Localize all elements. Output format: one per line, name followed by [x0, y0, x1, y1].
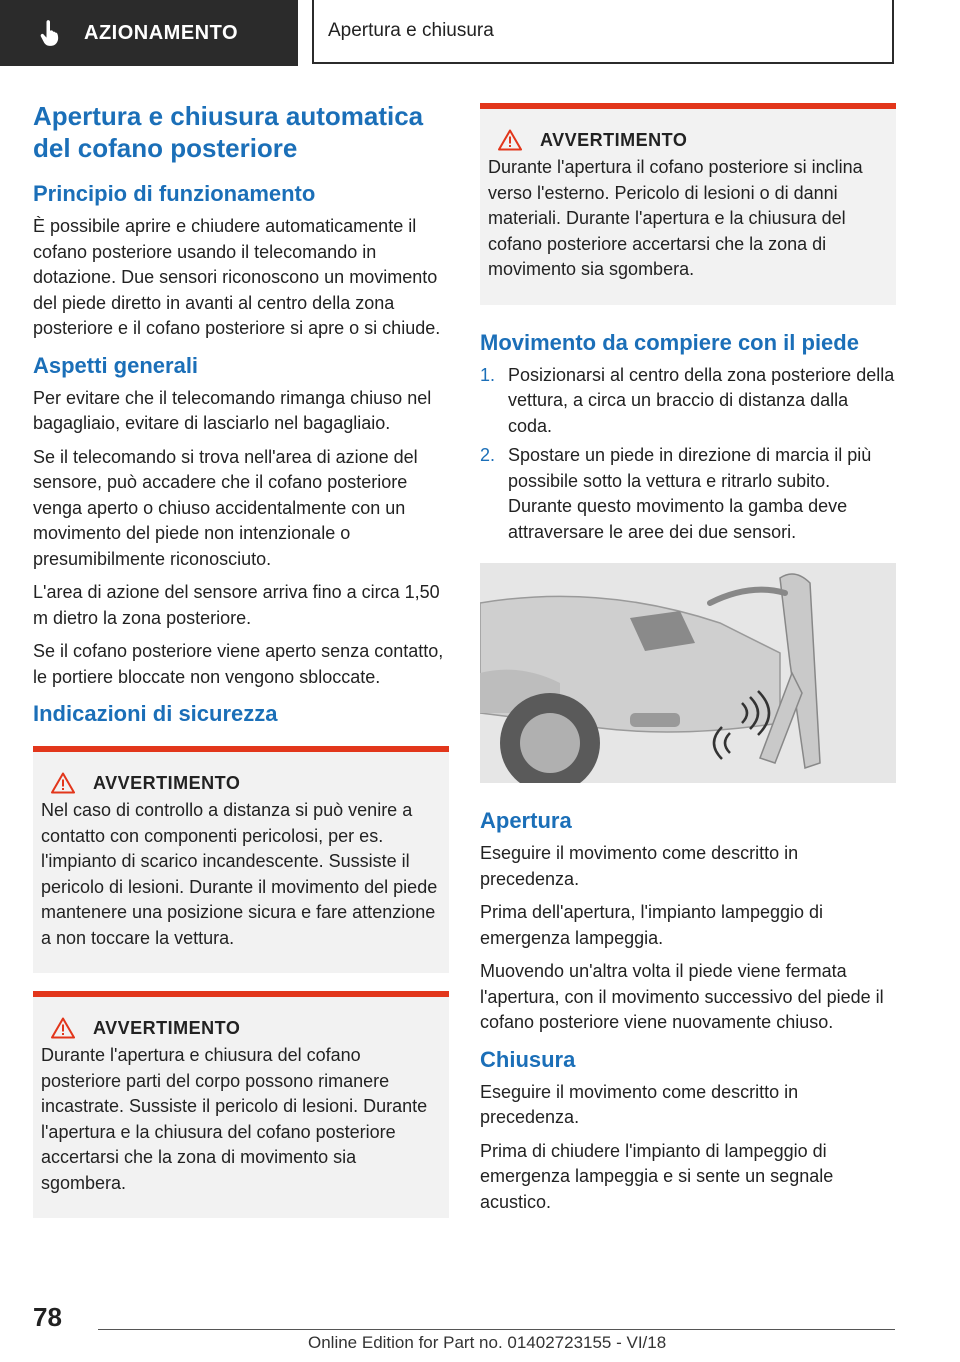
step-number: 1. [480, 364, 496, 385]
footer-divider [98, 1329, 895, 1330]
foot-gesture-illustration [480, 563, 896, 783]
warning-title [41, 772, 441, 794]
warning-box [33, 746, 449, 973]
warning-title-text: AVVERTIMENTO [540, 129, 688, 150]
safety-heading: Indicazioni di sicurezza [33, 701, 278, 726]
edition-note: Online Edition for Part no. 01402723155 - VI/18 [308, 1333, 667, 1352]
principle-heading: Principio di funzionamento [33, 181, 316, 206]
principle-text: È possibile aprire e chiudere automaticamente il cofano posteriore usando il telecomando in dotazione. Due sensori riconoscono un movimento del piede diretto in avanti al centro della zona posteriore e il cofano posteriore si apre o si chiude. [33, 216, 441, 338]
warning-title [41, 1017, 441, 1039]
warning-text: Durante l'apertura e chiusura del cofano posteriore parti del corpo possono rimanere incastrate. Sussiste il pericolo di lesioni. Durante l'apertura e la chiusura del cofano posteriore accertarsi che la zona di movimento sia sgombera. [41, 1045, 428, 1193]
list-item [480, 363, 896, 440]
step-number: 2. [480, 445, 496, 465]
warning-box [480, 103, 896, 305]
warning-triangle-icon [51, 1017, 75, 1039]
step-text: Posizionarsi al centro della zona posteriore della vettura, a circa un braccio di distanza dalla coda. [508, 364, 895, 436]
right-column [480, 103, 896, 1223]
chapter-label: Apertura e chiusura [328, 20, 494, 41]
warning-title-text: AVVERTIMENTO [93, 1017, 241, 1038]
warning-box [33, 991, 449, 1218]
warning-title [488, 129, 888, 151]
opening-paragraph: Muovendo un'altra volta il piede viene fermata l'apertura, con il movimento successivo del piede il cofano posteriore viene nuovamente chiuso. [480, 961, 884, 1032]
closing-paragraph: Prima di chiudere l'impianto di lampeggio di emergenza lampeggia e si sente un segnale acustico. [480, 1140, 834, 1212]
section-tab [0, 0, 298, 66]
warning-triangle-icon [498, 129, 522, 151]
general-paragraph: Se il telecomando si trova nell'area di azione del sensore, può accadere che il cofano posteriore venga aperto o chiuso accidentalmente con un movimento del piede non intenzionale o presumibilmente riconosciuto. [33, 446, 418, 569]
hand-pointer-icon [36, 19, 64, 47]
closing-paragraph: Eseguire il movimento come descritto in precedenza. [480, 1081, 799, 1127]
list-item [480, 443, 896, 545]
step-text: Spostare un piede in direzione di marcia il più possibile sotto la vettura e ritrarlo subito. Durante questo movimento la gamba deve attraversare le aree dei due sensori. [508, 445, 872, 542]
section-label: AZIONAMENTO [84, 21, 239, 44]
general-paragraph: Per evitare che il telecomando rimanga chiuso nel bagagliaio, evitare di lasciarlo nel bagagliaio. [33, 387, 432, 433]
warning-text: Nel caso di controllo a distanza si può venire a contatto con componenti pericolosi, per es. l'impianto di scarico incandescente. Sussiste il pericolo di lesioni. Durante il movimento del piede mantenere una posizione sicura e fare attenzione a non toccare la vettura. [41, 800, 438, 948]
warning-text: Durante l'apertura il cofano posteriore si inclina verso l'esterno. Pericolo di lesioni o di danni materiali. Durante l'apertura e la chiusura del cofano posteriore accertarsi che la zona di movimento sia sgombera. [488, 157, 863, 279]
warning-triangle-icon [51, 772, 75, 794]
main-title: Apertura e chiusura automatica del cofano posteriore [33, 101, 424, 163]
general-heading: Aspetti generali [33, 352, 199, 378]
page-number: 78 [33, 1302, 62, 1332]
opening-heading: Apertura [480, 808, 572, 833]
opening-paragraph: Prima dell'apertura, l'impianto lampeggio di emergenza lampeggia. [480, 902, 824, 948]
chapter-tab [312, 0, 894, 64]
steps-list [480, 363, 896, 546]
closing-heading: Chiusura [480, 1046, 576, 1072]
page-header [0, 0, 960, 66]
opening-paragraph: Eseguire il movimento come descritto in precedenza. [480, 843, 799, 889]
left-column [33, 100, 449, 1236]
movement-heading: Movimento da compiere con il piede [480, 329, 859, 355]
general-paragraph: L'area di azione del sensore arriva fino a circa 1,50 m dietro la zona posteriore. [33, 582, 440, 628]
warning-title-text: AVVERTIMENTO [93, 772, 241, 793]
general-paragraph: Se il cofano posteriore viene aperto senza contatto, le portiere bloccate non vengono sbloccate. [33, 641, 444, 687]
